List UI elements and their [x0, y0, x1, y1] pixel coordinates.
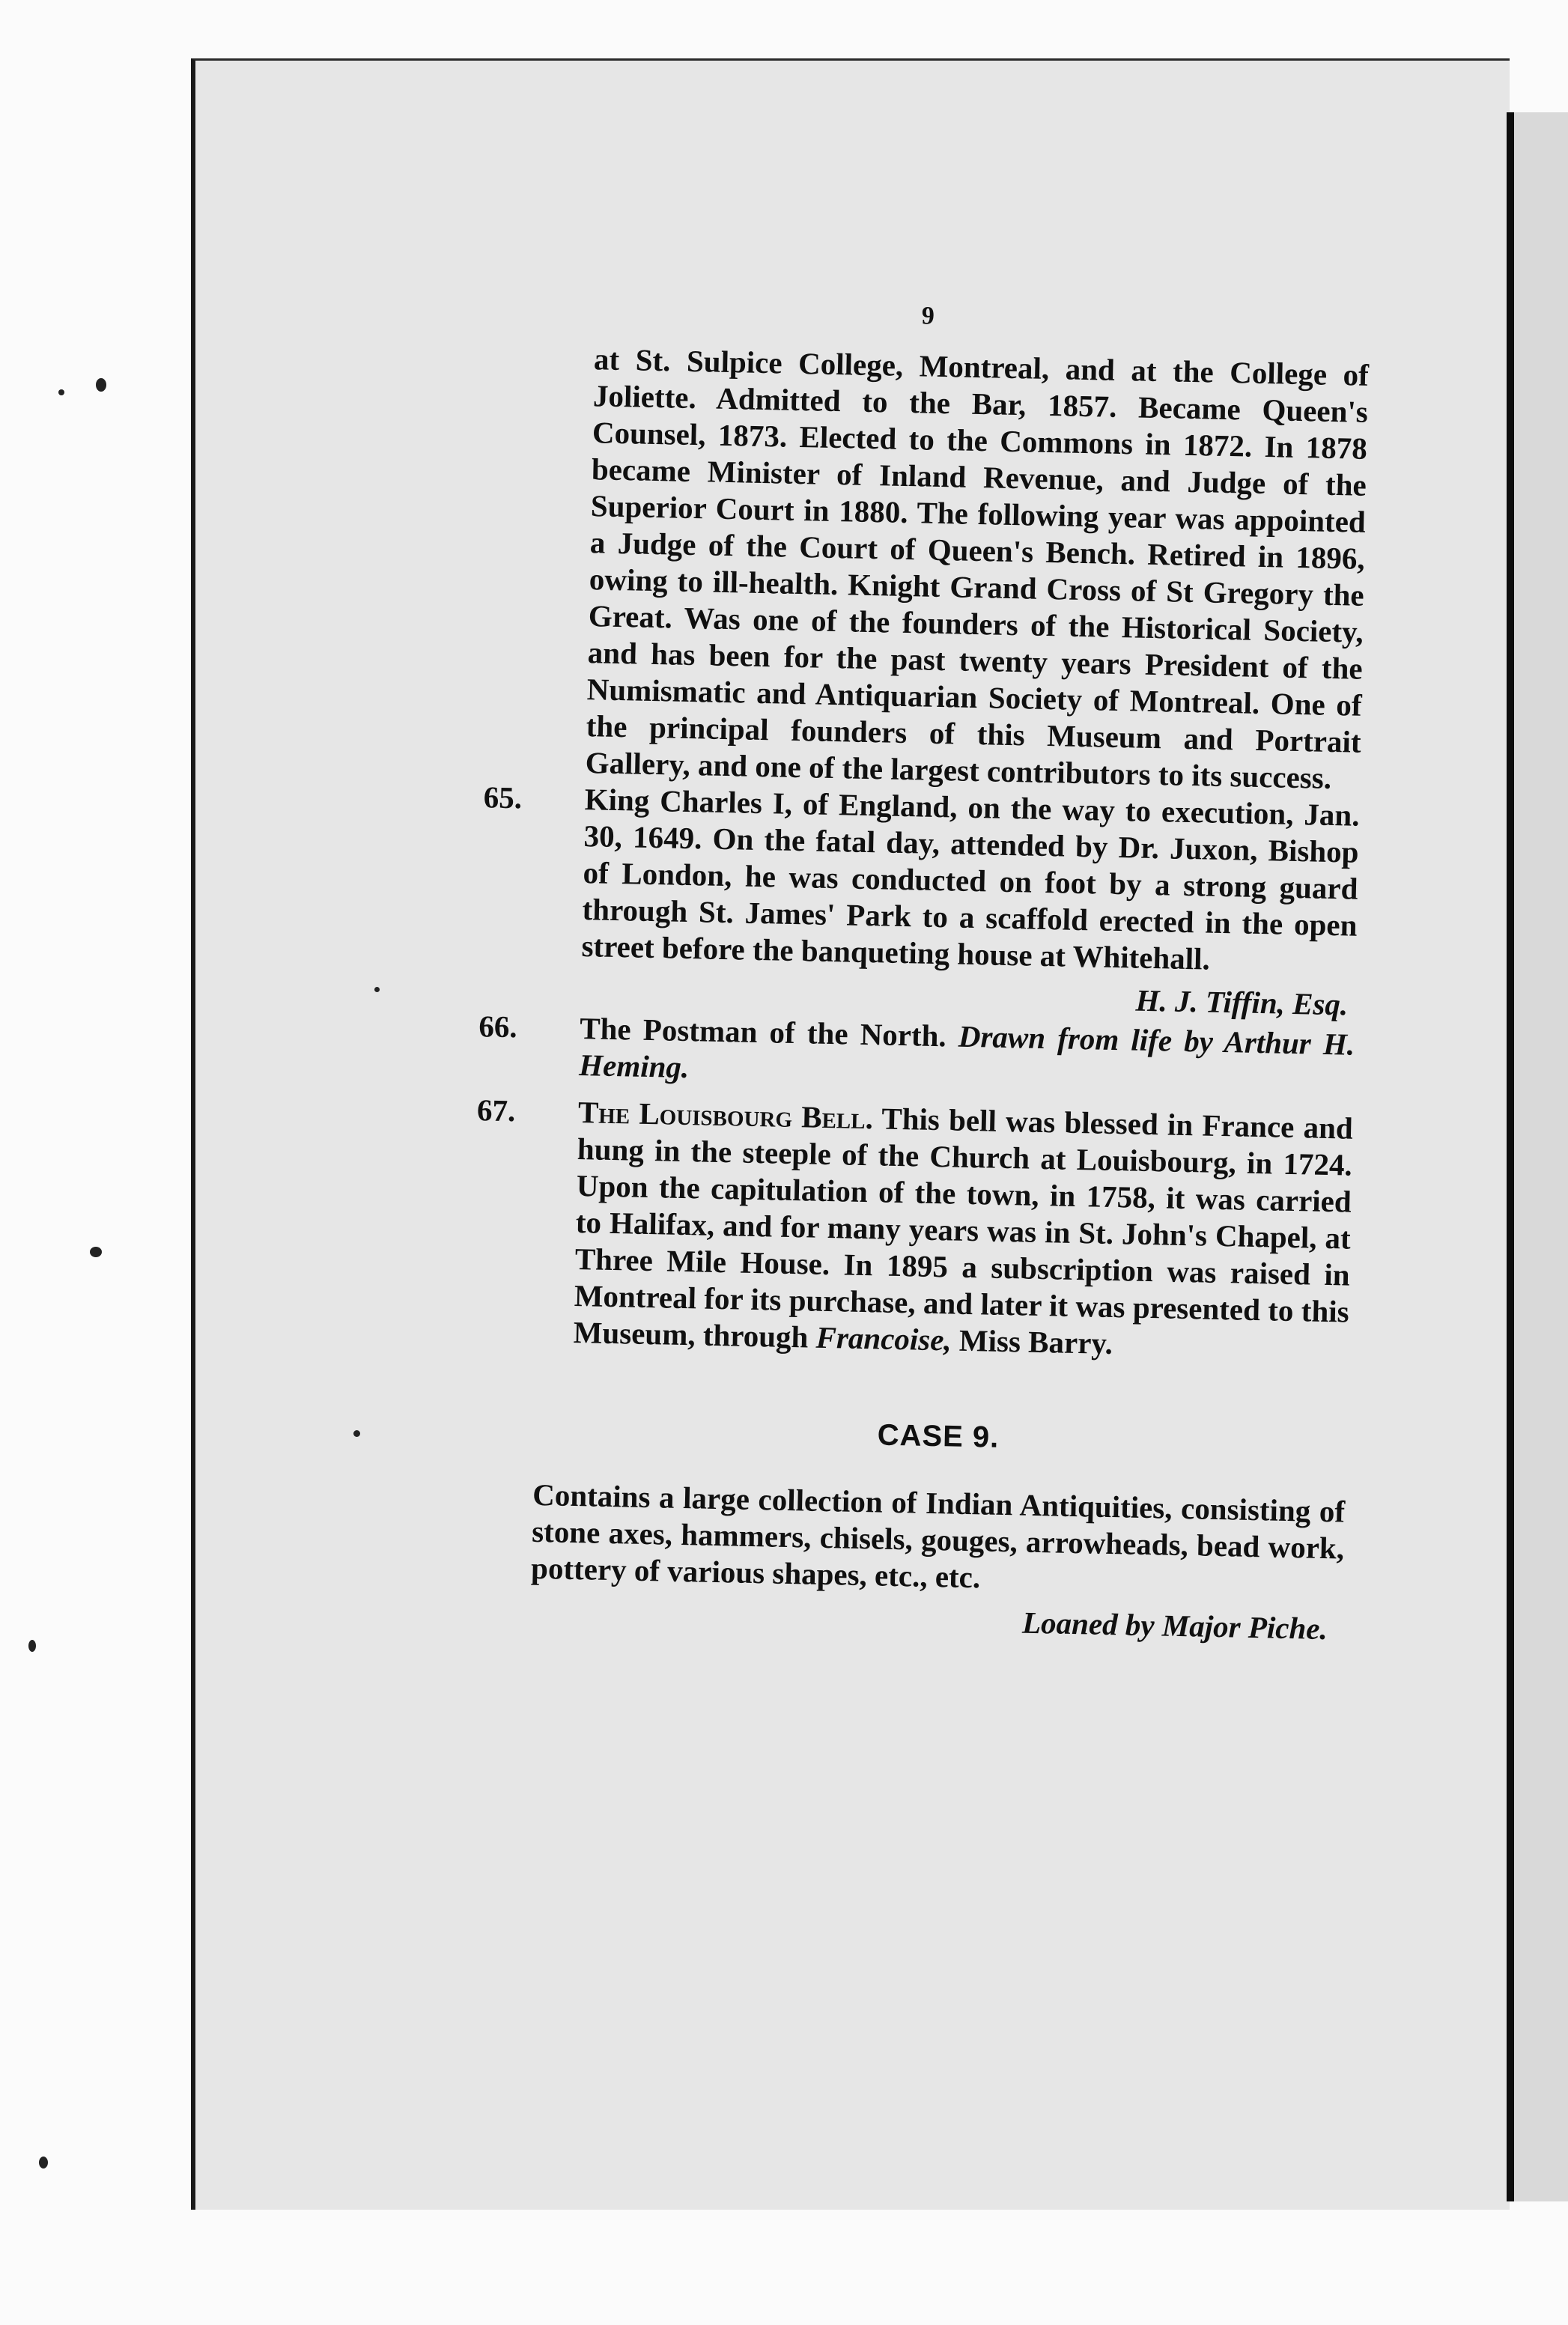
entry-text: This bell was blessed in France and hung in the steeple of the Church at Louisbourg, in 1724. Upon the capitulation of the town, in 1758, it was carried to Halifax, and for many years was in St. John's Chapel, at Three Mile House. In 1895 a subscription was raised in Montreal for its purchase, and later it was presented to this Museum, through: [573, 1101, 1354, 1355]
entry-title: The Louisbourg Bell.: [577, 1095, 874, 1136]
case-heading: CASE 9.: [877, 1418, 1000, 1454]
entry-text-end: Miss Barry.: [958, 1322, 1113, 1361]
catalogue-entry-65: [465, 779, 1367, 981]
scan-speck: [96, 378, 106, 392]
scan-speck: [374, 987, 380, 992]
case-description: Contains a large collection of Indian Antiquities, consisting of stone axes, hammers, chisels, gouges, arrowheads, bead work, pottery of various shapes, etc., etc.: [530, 1477, 1346, 1595]
entry-number: 66.: [478, 1009, 518, 1045]
page-number: 9: [921, 302, 935, 330]
scan-speck: [39, 2157, 48, 2169]
entry-number: 65.: [483, 779, 523, 815]
entry-number: 67.: [476, 1092, 516, 1128]
scan-speck: [90, 1247, 102, 1257]
catalogue-entry-67: [457, 1092, 1361, 1367]
scan-speck: [28, 1640, 36, 1652]
case-credit: Loaned by Major Piche.: [1021, 1605, 1328, 1647]
entry-artist-note: Drawn from life by Arthur H. Heming.: [578, 1018, 1355, 1085]
catalogue-entry-66: [463, 1008, 1363, 1100]
entry-credit: H. J. Tiffin, Esq.: [1135, 982, 1349, 1022]
entry-text: The Postman of the North.: [579, 1011, 947, 1054]
entry-text: King Charles I, of England, on the way to execution, Jan. 30, 1649. On the fatal day, attended by Dr. Juxon, Bishop of London, he was conducted on foot by a strong guard through St. James' Park to a scaffold erected in the open street before the banqueting house at Whitehall.: [581, 782, 1361, 976]
page-text: [451, 288, 1377, 1648]
facing-page-edge: [1507, 112, 1568, 2201]
intro-paragraph: at St. Sulpice College, Montreal, and at the College of Joliette. Admitted to the Bar, 1857. Became Queen's Counsel, 1873. Elected to the Commons in 1872. In 1878 became Minister of Inland Revenue, and Judge of the Superior Court in 1880. The following year was appointed a Judge of the Court of Queen's Bench. Retired in 1896, owing to ill-health. Knight Grand Cross of St Gregory the Great. Was one of the founders of the Historical Society, and has been for the past twenty years President of the Numismatic and Antiquarian Society of Montreal. One of the principal founders of this Museum and Portrait Gallery, and one of the largest contributors to its success.: [585, 341, 1370, 795]
scan-speck: [353, 1430, 360, 1437]
entry-name-italic: Francoise,: [815, 1319, 952, 1358]
scan-speck: [58, 389, 64, 395]
